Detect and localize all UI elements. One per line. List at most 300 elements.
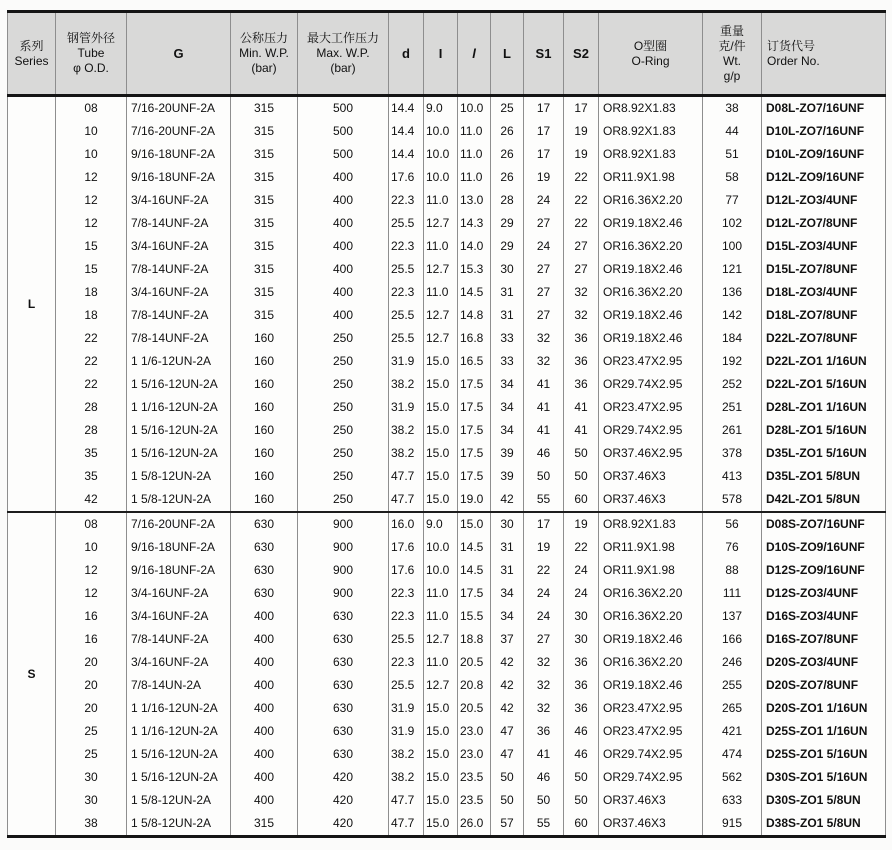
cell-min-wp: 400 (231, 628, 298, 651)
cell-o-ring: OR16.36X2.20 (599, 605, 703, 628)
cell-i: 11.0 (424, 189, 458, 212)
cell-l-big: 29 (491, 235, 524, 258)
cell-weight: 915 (703, 812, 762, 837)
cell-tube-od: 20 (56, 651, 127, 674)
cell-tube-od: 12 (56, 189, 127, 212)
cell-min-wp: 315 (231, 235, 298, 258)
cell-d: 22.3 (389, 582, 424, 605)
cell-order-no: D18L-ZO3/4UNF (762, 281, 886, 304)
cell-i: 11.0 (424, 651, 458, 674)
table-row (8, 465, 886, 488)
cell-i: 15.0 (424, 488, 458, 512)
cell-order-no: D20S-ZO3/4UNF (762, 651, 886, 674)
cell-l-big: 30 (491, 512, 524, 536)
cell-i: 15.0 (424, 743, 458, 766)
cell-l-small: 18.8 (458, 628, 491, 651)
cell-o-ring: OR8.92X1.83 (599, 120, 703, 143)
cell-l-big: 42 (491, 651, 524, 674)
header-tube-en: Tube (77, 46, 105, 60)
cell-order-no: D35L-ZO1 5/16UN (762, 442, 886, 465)
cell-s2: 46 (564, 720, 599, 743)
cell-weight: 192 (703, 350, 762, 373)
cell-tube-od: 18 (56, 281, 127, 304)
cell-o-ring: OR29.74X2.95 (599, 373, 703, 396)
cell-thread-g: 1 5/16-12UN-2A (127, 766, 231, 789)
cell-weight: 578 (703, 488, 762, 512)
header-min-wp-cn: 公称压力 (239, 31, 288, 45)
cell-s1: 17 (524, 120, 564, 143)
table-row (8, 304, 886, 327)
cell-tube-od: 15 (56, 258, 127, 281)
cell-thread-g: 9/16-18UNF-2A (127, 143, 231, 166)
cell-l-big: 47 (491, 743, 524, 766)
header-order-en: Order No. (767, 53, 820, 68)
table-row (8, 235, 886, 258)
cell-l-small: 17.5 (458, 419, 491, 442)
cell-s2: 36 (564, 373, 599, 396)
table-row (8, 512, 886, 536)
cell-l-big: 26 (491, 120, 524, 143)
cell-l-big: 57 (491, 812, 524, 837)
cell-l-small: 14.5 (458, 559, 491, 582)
cell-l-big: 33 (491, 350, 524, 373)
cell-o-ring: OR11.9X1.98 (599, 166, 703, 189)
cell-thread-g: 3/4-16UNF-2A (127, 189, 231, 212)
cell-thread-g: 7/16-20UNF-2A (127, 120, 231, 143)
cell-l-small: 17.5 (458, 582, 491, 605)
cell-l-big: 39 (491, 442, 524, 465)
table-row (8, 743, 886, 766)
cell-tube-od: 10 (56, 536, 127, 559)
cell-max-wp: 900 (298, 536, 389, 559)
cell-tube-od: 22 (56, 327, 127, 350)
cell-s1: 55 (524, 812, 564, 837)
cell-s1: 27 (524, 281, 564, 304)
cell-thread-g: 7/16-20UNF-2A (127, 512, 231, 536)
cell-weight: 44 (703, 120, 762, 143)
cell-d: 22.3 (389, 281, 424, 304)
header-min-wp-unit: (bar) (251, 61, 277, 75)
cell-i: 15.0 (424, 350, 458, 373)
cell-s2: 30 (564, 628, 599, 651)
table-row (8, 605, 886, 628)
cell-l-big: 42 (491, 697, 524, 720)
cell-i: 12.7 (424, 674, 458, 697)
cell-d: 17.6 (389, 559, 424, 582)
cell-i: 9.0 (424, 512, 458, 536)
cell-tube-od: 22 (56, 373, 127, 396)
cell-min-wp: 315 (231, 212, 298, 235)
cell-l-big: 26 (491, 143, 524, 166)
cell-s1: 27 (524, 258, 564, 281)
cell-weight: 184 (703, 327, 762, 350)
cell-thread-g: 1 5/8-12UN-2A (127, 465, 231, 488)
cell-order-no: D30S-ZO1 5/16UN (762, 766, 886, 789)
cell-order-no: D35L-ZO1 5/8UN (762, 465, 886, 488)
cell-weight: 88 (703, 559, 762, 582)
cell-s2: 22 (564, 536, 599, 559)
cell-max-wp: 400 (298, 166, 389, 189)
table-row (8, 396, 886, 419)
col-header-max-wp (298, 12, 389, 96)
cell-thread-g: 1 5/16-12UN-2A (127, 442, 231, 465)
cell-order-no: D08L-ZO7/16UNF (762, 96, 886, 121)
cell-d: 25.5 (389, 628, 424, 651)
header-oring-cn: O型圈 (633, 38, 668, 53)
cell-max-wp: 250 (298, 488, 389, 512)
cell-tube-od: 12 (56, 582, 127, 605)
cell-o-ring: OR19.18X2.46 (599, 628, 703, 651)
cell-tube-od: 12 (56, 166, 127, 189)
cell-thread-g: 9/16-18UNF-2A (127, 166, 231, 189)
cell-order-no: D28L-ZO1 5/16UN (762, 419, 886, 442)
cell-s2: 30 (564, 605, 599, 628)
cell-order-no: D22L-ZO1 1/16UN (762, 350, 886, 373)
cell-thread-g: 3/4-16UNF-2A (127, 235, 231, 258)
cell-i: 10.0 (424, 143, 458, 166)
cell-min-wp: 400 (231, 720, 298, 743)
cell-i: 11.0 (424, 582, 458, 605)
cell-weight: 38 (703, 96, 762, 121)
cell-s2: 36 (564, 327, 599, 350)
cell-tube-od: 30 (56, 789, 127, 812)
cell-o-ring: OR37.46X2.95 (599, 442, 703, 465)
cell-tube-od: 42 (56, 488, 127, 512)
cell-s2: 22 (564, 212, 599, 235)
cell-d: 31.9 (389, 720, 424, 743)
col-header-s1: S1 (524, 12, 564, 96)
cell-weight: 100 (703, 235, 762, 258)
table-row (8, 720, 886, 743)
cell-max-wp: 250 (298, 373, 389, 396)
cell-o-ring: OR16.36X2.20 (599, 189, 703, 212)
table-row (8, 327, 886, 350)
cell-l-small: 20.8 (458, 674, 491, 697)
cell-tube-od: 08 (56, 512, 127, 536)
cell-l-small: 19.0 (458, 488, 491, 512)
cell-d: 38.2 (389, 442, 424, 465)
cell-s1: 27 (524, 304, 564, 327)
cell-thread-g: 7/8-14UNF-2A (127, 304, 231, 327)
cell-thread-g: 7/8-14UNF-2A (127, 258, 231, 281)
cell-l-big: 29 (491, 212, 524, 235)
cell-order-no: D22L-ZO7/8UNF (762, 327, 886, 350)
cell-order-no: D18L-ZO7/8UNF (762, 304, 886, 327)
cell-max-wp: 630 (298, 720, 389, 743)
cell-d: 17.6 (389, 536, 424, 559)
table-row (8, 674, 886, 697)
cell-l-big: 42 (491, 674, 524, 697)
cell-thread-g: 9/16-18UNF-2A (127, 559, 231, 582)
cell-min-wp: 400 (231, 743, 298, 766)
cell-s2: 60 (564, 488, 599, 512)
cell-i: 11.0 (424, 235, 458, 258)
cell-order-no: D15L-ZO3/4UNF (762, 235, 886, 258)
cell-l-small: 17.5 (458, 396, 491, 419)
cell-s2: 36 (564, 697, 599, 720)
cell-o-ring: OR23.47X2.95 (599, 720, 703, 743)
cell-s1: 24 (524, 189, 564, 212)
cell-i: 15.0 (424, 697, 458, 720)
cell-weight: 56 (703, 512, 762, 536)
cell-thread-g: 1 5/16-12UN-2A (127, 743, 231, 766)
cell-s1: 46 (524, 766, 564, 789)
cell-l-small: 14.0 (458, 235, 491, 258)
cell-o-ring: OR29.74X2.95 (599, 766, 703, 789)
cell-s2: 50 (564, 442, 599, 465)
cell-o-ring: OR37.46X3 (599, 812, 703, 837)
cell-s1: 22 (524, 559, 564, 582)
cell-max-wp: 400 (298, 189, 389, 212)
cell-thread-g: 7/16-20UNF-2A (127, 96, 231, 121)
cell-thread-g: 7/8-14UN-2A (127, 674, 231, 697)
cell-s1: 32 (524, 697, 564, 720)
cell-weight: 76 (703, 536, 762, 559)
cell-order-no: D08S-ZO7/16UNF (762, 512, 886, 536)
cell-d: 22.3 (389, 605, 424, 628)
col-header-l-big: L (491, 12, 524, 96)
cell-s1: 46 (524, 442, 564, 465)
cell-i: 12.7 (424, 628, 458, 651)
cell-order-no: D38S-ZO1 5/8UN (762, 812, 886, 837)
col-header-order-no (762, 12, 886, 96)
cell-l-big: 50 (491, 766, 524, 789)
cell-i: 12.7 (424, 327, 458, 350)
cell-d: 38.2 (389, 743, 424, 766)
cell-tube-od: 28 (56, 419, 127, 442)
cell-s1: 41 (524, 419, 564, 442)
cell-s2: 32 (564, 304, 599, 327)
cell-d: 16.0 (389, 512, 424, 536)
table-row (8, 488, 886, 512)
cell-l-small: 20.5 (458, 697, 491, 720)
col-header-o-ring (599, 12, 703, 96)
table-row (8, 96, 886, 121)
cell-s2: 22 (564, 189, 599, 212)
cell-l-big: 33 (491, 327, 524, 350)
cell-thread-g: 7/8-14UNF-2A (127, 327, 231, 350)
cell-l-small: 23.0 (458, 720, 491, 743)
cell-min-wp: 160 (231, 327, 298, 350)
cell-weight: 261 (703, 419, 762, 442)
cell-min-wp: 315 (231, 258, 298, 281)
cell-o-ring: OR37.46X3 (599, 789, 703, 812)
fitting-spec-table (7, 10, 886, 838)
table-row (8, 166, 886, 189)
cell-l-small: 16.8 (458, 327, 491, 350)
cell-s2: 24 (564, 559, 599, 582)
cell-o-ring: OR19.18X2.46 (599, 212, 703, 235)
cell-weight: 265 (703, 697, 762, 720)
cell-order-no: D10L-ZO9/16UNF (762, 143, 886, 166)
cell-s2: 41 (564, 419, 599, 442)
table-row (8, 350, 886, 373)
cell-l-big: 28 (491, 189, 524, 212)
table-row (8, 766, 886, 789)
cell-i: 12.7 (424, 304, 458, 327)
cell-d: 38.2 (389, 373, 424, 396)
cell-s2: 19 (564, 120, 599, 143)
col-header-s2: S2 (564, 12, 599, 96)
cell-d: 17.6 (389, 166, 424, 189)
cell-max-wp: 400 (298, 304, 389, 327)
cell-min-wp: 160 (231, 350, 298, 373)
cell-weight: 633 (703, 789, 762, 812)
cell-l-small: 23.5 (458, 766, 491, 789)
col-header-tube-od (56, 12, 127, 96)
cell-order-no: D12S-ZO9/16UNF (762, 559, 886, 582)
cell-order-no: D25S-ZO1 1/16UN (762, 720, 886, 743)
cell-i: 15.0 (424, 720, 458, 743)
cell-thread-g: 1 1/16-12UN-2A (127, 396, 231, 419)
cell-max-wp: 250 (298, 327, 389, 350)
header-weight-unit-cn: 克/件 (718, 38, 746, 53)
header-weight-unit-en: g/p (723, 68, 741, 83)
cell-l-big: 26 (491, 166, 524, 189)
cell-weight: 562 (703, 766, 762, 789)
cell-l-small: 11.0 (458, 120, 491, 143)
cell-thread-g: 1 5/16-12UN-2A (127, 373, 231, 396)
cell-i: 12.7 (424, 258, 458, 281)
cell-max-wp: 900 (298, 512, 389, 536)
cell-l-small: 14.3 (458, 212, 491, 235)
cell-i: 12.7 (424, 212, 458, 235)
cell-thread-g: 1 5/8-12UN-2A (127, 488, 231, 512)
cell-l-small: 17.5 (458, 442, 491, 465)
cell-s1: 19 (524, 166, 564, 189)
cell-i: 11.0 (424, 281, 458, 304)
table-row (8, 419, 886, 442)
cell-s1: 27 (524, 628, 564, 651)
header-tube-od: φ O.D. (73, 61, 109, 75)
cell-min-wp: 315 (231, 96, 298, 121)
cell-i: 10.0 (424, 166, 458, 189)
cell-order-no: D42L-ZO1 5/8UN (762, 488, 886, 512)
cell-o-ring: OR23.47X2.95 (599, 396, 703, 419)
cell-min-wp: 315 (231, 281, 298, 304)
cell-d: 38.2 (389, 419, 424, 442)
cell-min-wp: 630 (231, 582, 298, 605)
cell-d: 31.9 (389, 697, 424, 720)
cell-l-big: 34 (491, 373, 524, 396)
cell-weight: 51 (703, 143, 762, 166)
table-row (8, 258, 886, 281)
cell-i: 15.0 (424, 789, 458, 812)
cell-d: 25.5 (389, 258, 424, 281)
cell-order-no: D20S-ZO1 1/16UN (762, 697, 886, 720)
cell-l-small: 13.0 (458, 189, 491, 212)
cell-max-wp: 250 (298, 442, 389, 465)
col-header-d: d (389, 12, 424, 96)
cell-max-wp: 630 (298, 743, 389, 766)
cell-i: 15.0 (424, 373, 458, 396)
cell-l-small: 15.5 (458, 605, 491, 628)
header-order-cn: 订货代号 (767, 38, 816, 53)
header-row (8, 12, 886, 96)
table-row (8, 536, 886, 559)
series-label: S (8, 512, 56, 837)
cell-weight: 136 (703, 281, 762, 304)
cell-s1: 41 (524, 396, 564, 419)
cell-weight: 137 (703, 605, 762, 628)
cell-order-no: D16S-ZO7/8UNF (762, 628, 886, 651)
cell-tube-od: 08 (56, 96, 127, 121)
cell-l-small: 11.0 (458, 143, 491, 166)
cell-i: 10.0 (424, 120, 458, 143)
table-row (8, 120, 886, 143)
cell-weight: 102 (703, 212, 762, 235)
cell-s1: 41 (524, 373, 564, 396)
cell-min-wp: 400 (231, 789, 298, 812)
cell-order-no: D25S-ZO1 5/16UN (762, 743, 886, 766)
cell-max-wp: 250 (298, 396, 389, 419)
cell-l-small: 15.3 (458, 258, 491, 281)
cell-s2: 19 (564, 512, 599, 536)
cell-l-small: 14.8 (458, 304, 491, 327)
cell-min-wp: 160 (231, 442, 298, 465)
cell-o-ring: OR16.36X2.20 (599, 651, 703, 674)
cell-i: 15.0 (424, 465, 458, 488)
table-row (8, 442, 886, 465)
cell-l-big: 34 (491, 396, 524, 419)
table-row (8, 212, 886, 235)
cell-s2: 27 (564, 235, 599, 258)
cell-order-no: D30S-ZO1 5/8UN (762, 789, 886, 812)
cell-min-wp: 315 (231, 120, 298, 143)
cell-thread-g: 7/8-14UNF-2A (127, 628, 231, 651)
table-row (8, 628, 886, 651)
cell-l-small: 15.0 (458, 512, 491, 536)
cell-order-no: D10S-ZO9/16UNF (762, 536, 886, 559)
cell-max-wp: 630 (298, 651, 389, 674)
cell-d: 25.5 (389, 327, 424, 350)
cell-tube-od: 38 (56, 812, 127, 837)
cell-max-wp: 420 (298, 766, 389, 789)
cell-l-small: 20.5 (458, 651, 491, 674)
cell-d: 14.4 (389, 120, 424, 143)
cell-s1: 24 (524, 582, 564, 605)
cell-l-small: 14.5 (458, 281, 491, 304)
cell-min-wp: 160 (231, 419, 298, 442)
cell-s1: 32 (524, 350, 564, 373)
cell-l-small: 11.0 (458, 166, 491, 189)
cell-tube-od: 25 (56, 720, 127, 743)
cell-s2: 32 (564, 281, 599, 304)
header-max-wp-unit: (bar) (330, 61, 356, 75)
cell-min-wp: 160 (231, 373, 298, 396)
cell-tube-od: 10 (56, 120, 127, 143)
cell-max-wp: 400 (298, 281, 389, 304)
cell-s1: 50 (524, 465, 564, 488)
table-row (8, 143, 886, 166)
cell-s2: 50 (564, 789, 599, 812)
cell-max-wp: 400 (298, 258, 389, 281)
cell-thread-g: 7/8-14UNF-2A (127, 212, 231, 235)
cell-s2: 36 (564, 651, 599, 674)
cell-thread-g: 1 1/6-12UN-2A (127, 350, 231, 373)
cell-s2: 27 (564, 258, 599, 281)
cell-min-wp: 400 (231, 674, 298, 697)
cell-s1: 27 (524, 212, 564, 235)
cell-max-wp: 400 (298, 235, 389, 258)
cell-min-wp: 400 (231, 605, 298, 628)
cell-tube-od: 18 (56, 304, 127, 327)
cell-i: 15.0 (424, 442, 458, 465)
cell-l-small: 23.5 (458, 789, 491, 812)
cell-s1: 17 (524, 96, 564, 121)
cell-d: 38.2 (389, 766, 424, 789)
cell-min-wp: 630 (231, 512, 298, 536)
